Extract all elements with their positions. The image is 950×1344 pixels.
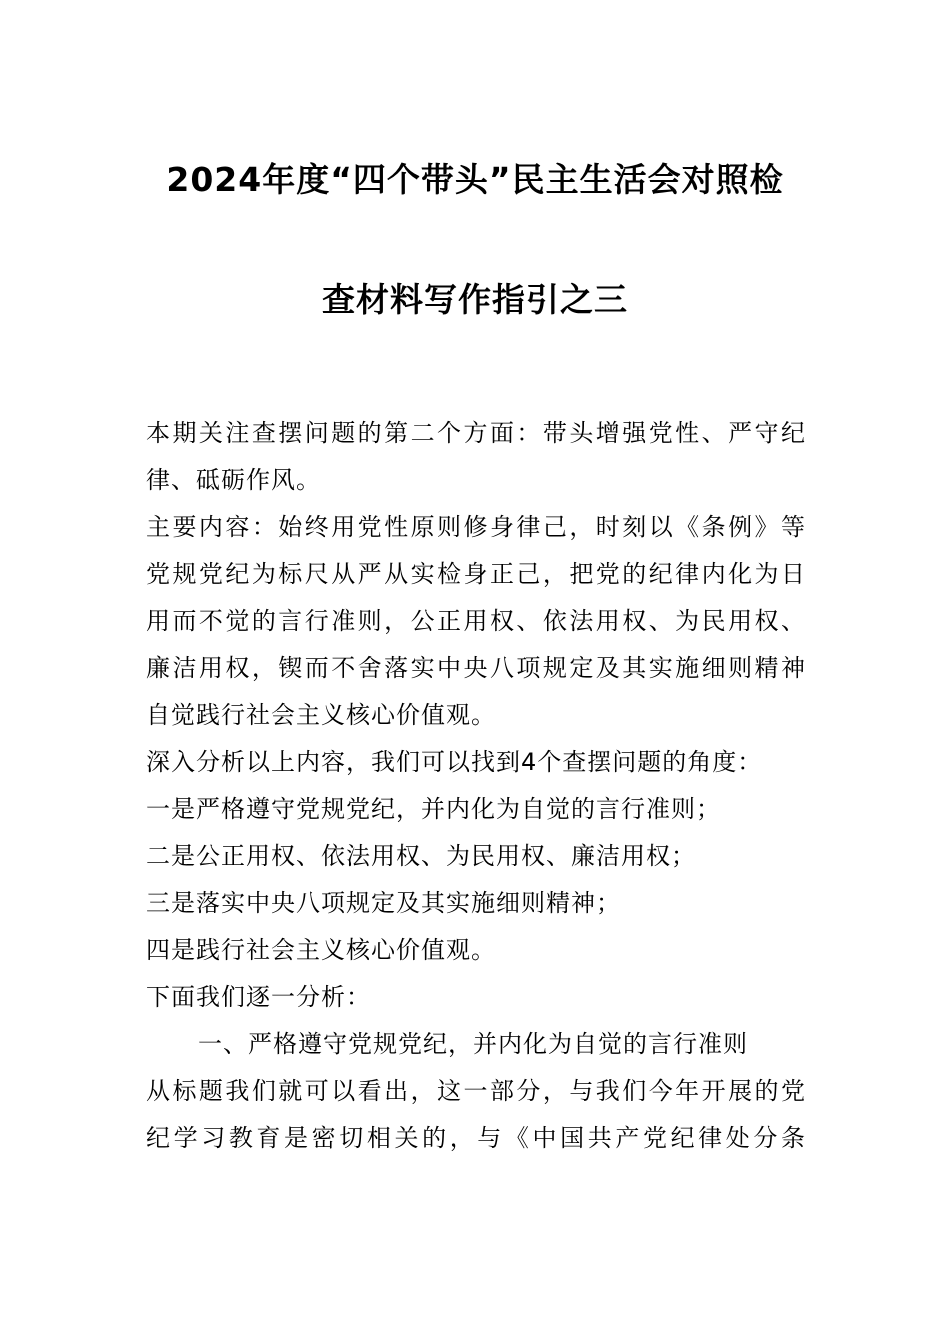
paragraph-focus <box>146 410 806 504</box>
list-item-1: 一是严格遵守党规党纪，并内化为自觉的言行准则； <box>146 795 721 823</box>
paragraph-line: 本期关注查摆问题的第二个方面：带头增强党性、严守纪 <box>146 419 806 447</box>
document-title-line-2: 查材料写作指引之三 <box>322 280 628 319</box>
paragraph-transition: 下面我们逐一分析： <box>146 983 371 1011</box>
paragraph-line: 纪学习教育是密切相关的，与《中国共产党纪律处分条 <box>146 1124 806 1152</box>
paragraph-line: 律、砥砺作风。 <box>146 466 321 494</box>
paragraph-line: 党规党纪为标尺从严从实检身正己，把党的纪律内化为日 <box>146 560 806 588</box>
document-title-line-1: 2024年度“四个带头”民主生活会对照检 <box>166 160 784 199</box>
paragraph-analysis: 深入分析以上内容，我们可以找到4个查摆问题的角度： <box>146 748 763 776</box>
paragraph-line: 自觉践行社会主义核心价值观。 <box>146 701 496 729</box>
paragraph-section-1 <box>146 1068 806 1162</box>
list-item-4: 四是践行社会主义核心价值观。 <box>146 936 496 964</box>
list-item-2: 二是公正用权、依法用权、为民用权、廉洁用权； <box>146 842 696 870</box>
paragraph-line: 用而不觉的言行准则，公正用权、依法用权、为民用权、 <box>146 607 806 635</box>
paragraph-line: 从标题我们就可以看出，这一部分，与我们今年开展的党 <box>146 1077 806 1105</box>
paragraph-line: 主要内容：始终用党性原则修身律己，时刻以《条例》等 <box>146 513 806 541</box>
paragraph-line: 廉洁用权，锲而不舍落实中央八项规定及其实施细则精神 <box>146 654 806 682</box>
paragraph-main-content <box>146 504 806 739</box>
document-body <box>146 410 806 1162</box>
section-heading-1: 一、严格遵守党规党纪，并内化为自觉的言行准则 <box>198 1030 748 1058</box>
list-item-3: 三是落实中央八项规定及其实施细则精神； <box>146 889 621 917</box>
